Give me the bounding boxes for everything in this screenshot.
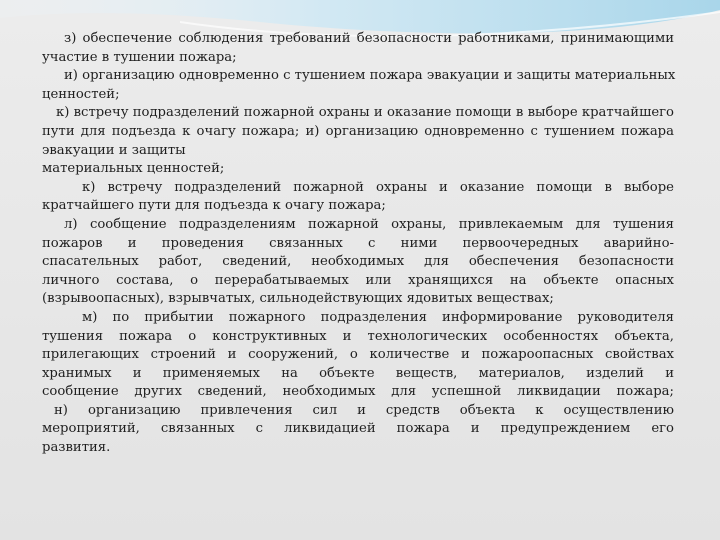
text-line: развития. [42,440,111,456]
text-line: н) организацию привлечения сил и средств объекта к осуществлению [54,402,674,418]
text-line: тушения пожара о конструктивных и технологических особенностях объекта, [42,328,674,344]
text-line: мероприятий, связанных с ликвидацией пожара и предупреждением его [42,421,674,437]
text-line: сообщение других сведений, необходимых для успешной ликвидации пожара; [42,384,674,400]
slide-text-body [42,30,674,458]
text-line: м) по прибытии пожарного подразделения информирование руководителя [82,309,674,325]
text-line: прилегающих строений и сооружений, о количестве и пожароопасных свойствах [42,347,674,363]
text-line: эвакуации и защиты [42,142,186,158]
text-line: участие в тушении пожара; [42,49,237,65]
text-line: л) сообщение подразделениям пожарной охраны, привлекаемым для тушения [64,216,674,232]
text-line: к) встречу подразделений пожарной охраны и оказание помощи в выборе кратчайшего [56,105,674,121]
text-line: ценностей; [42,86,120,102]
text-line: кратчайшего пути для подъезда к очагу пожара; [42,198,386,214]
text-line: пожаров и проведения связанных с ними первоочередных аварийно- [42,235,674,251]
text-line: к) встречу подразделений пожарной охраны и оказание помощи в выборе [82,179,674,195]
text-line: личного состава, о перерабатываемых или хранящихся на объекте опасных [42,272,674,288]
text-line: пути для подъезда к очагу пожара; и) организацию одновременно с тушением пожара [42,123,674,139]
text-line: з) обеспечение соблюдения требований безопасности работниками, принимающими [64,31,674,46]
text-line: хранимых и применяемых на объекте веществ, материалов, изделий и [42,365,674,381]
text-line: материальных ценностей; [42,161,225,177]
text-line: спасательных работ, сведений, необходимых для обеспечения безопасности [42,254,674,270]
text-line: (взрывоопасных), взрывчатых, сильнодействующих ядовитых веществах; [42,291,554,307]
text-line: и) организацию одновременно с тушением пожара эвакуации и защиты материальных [64,68,676,84]
